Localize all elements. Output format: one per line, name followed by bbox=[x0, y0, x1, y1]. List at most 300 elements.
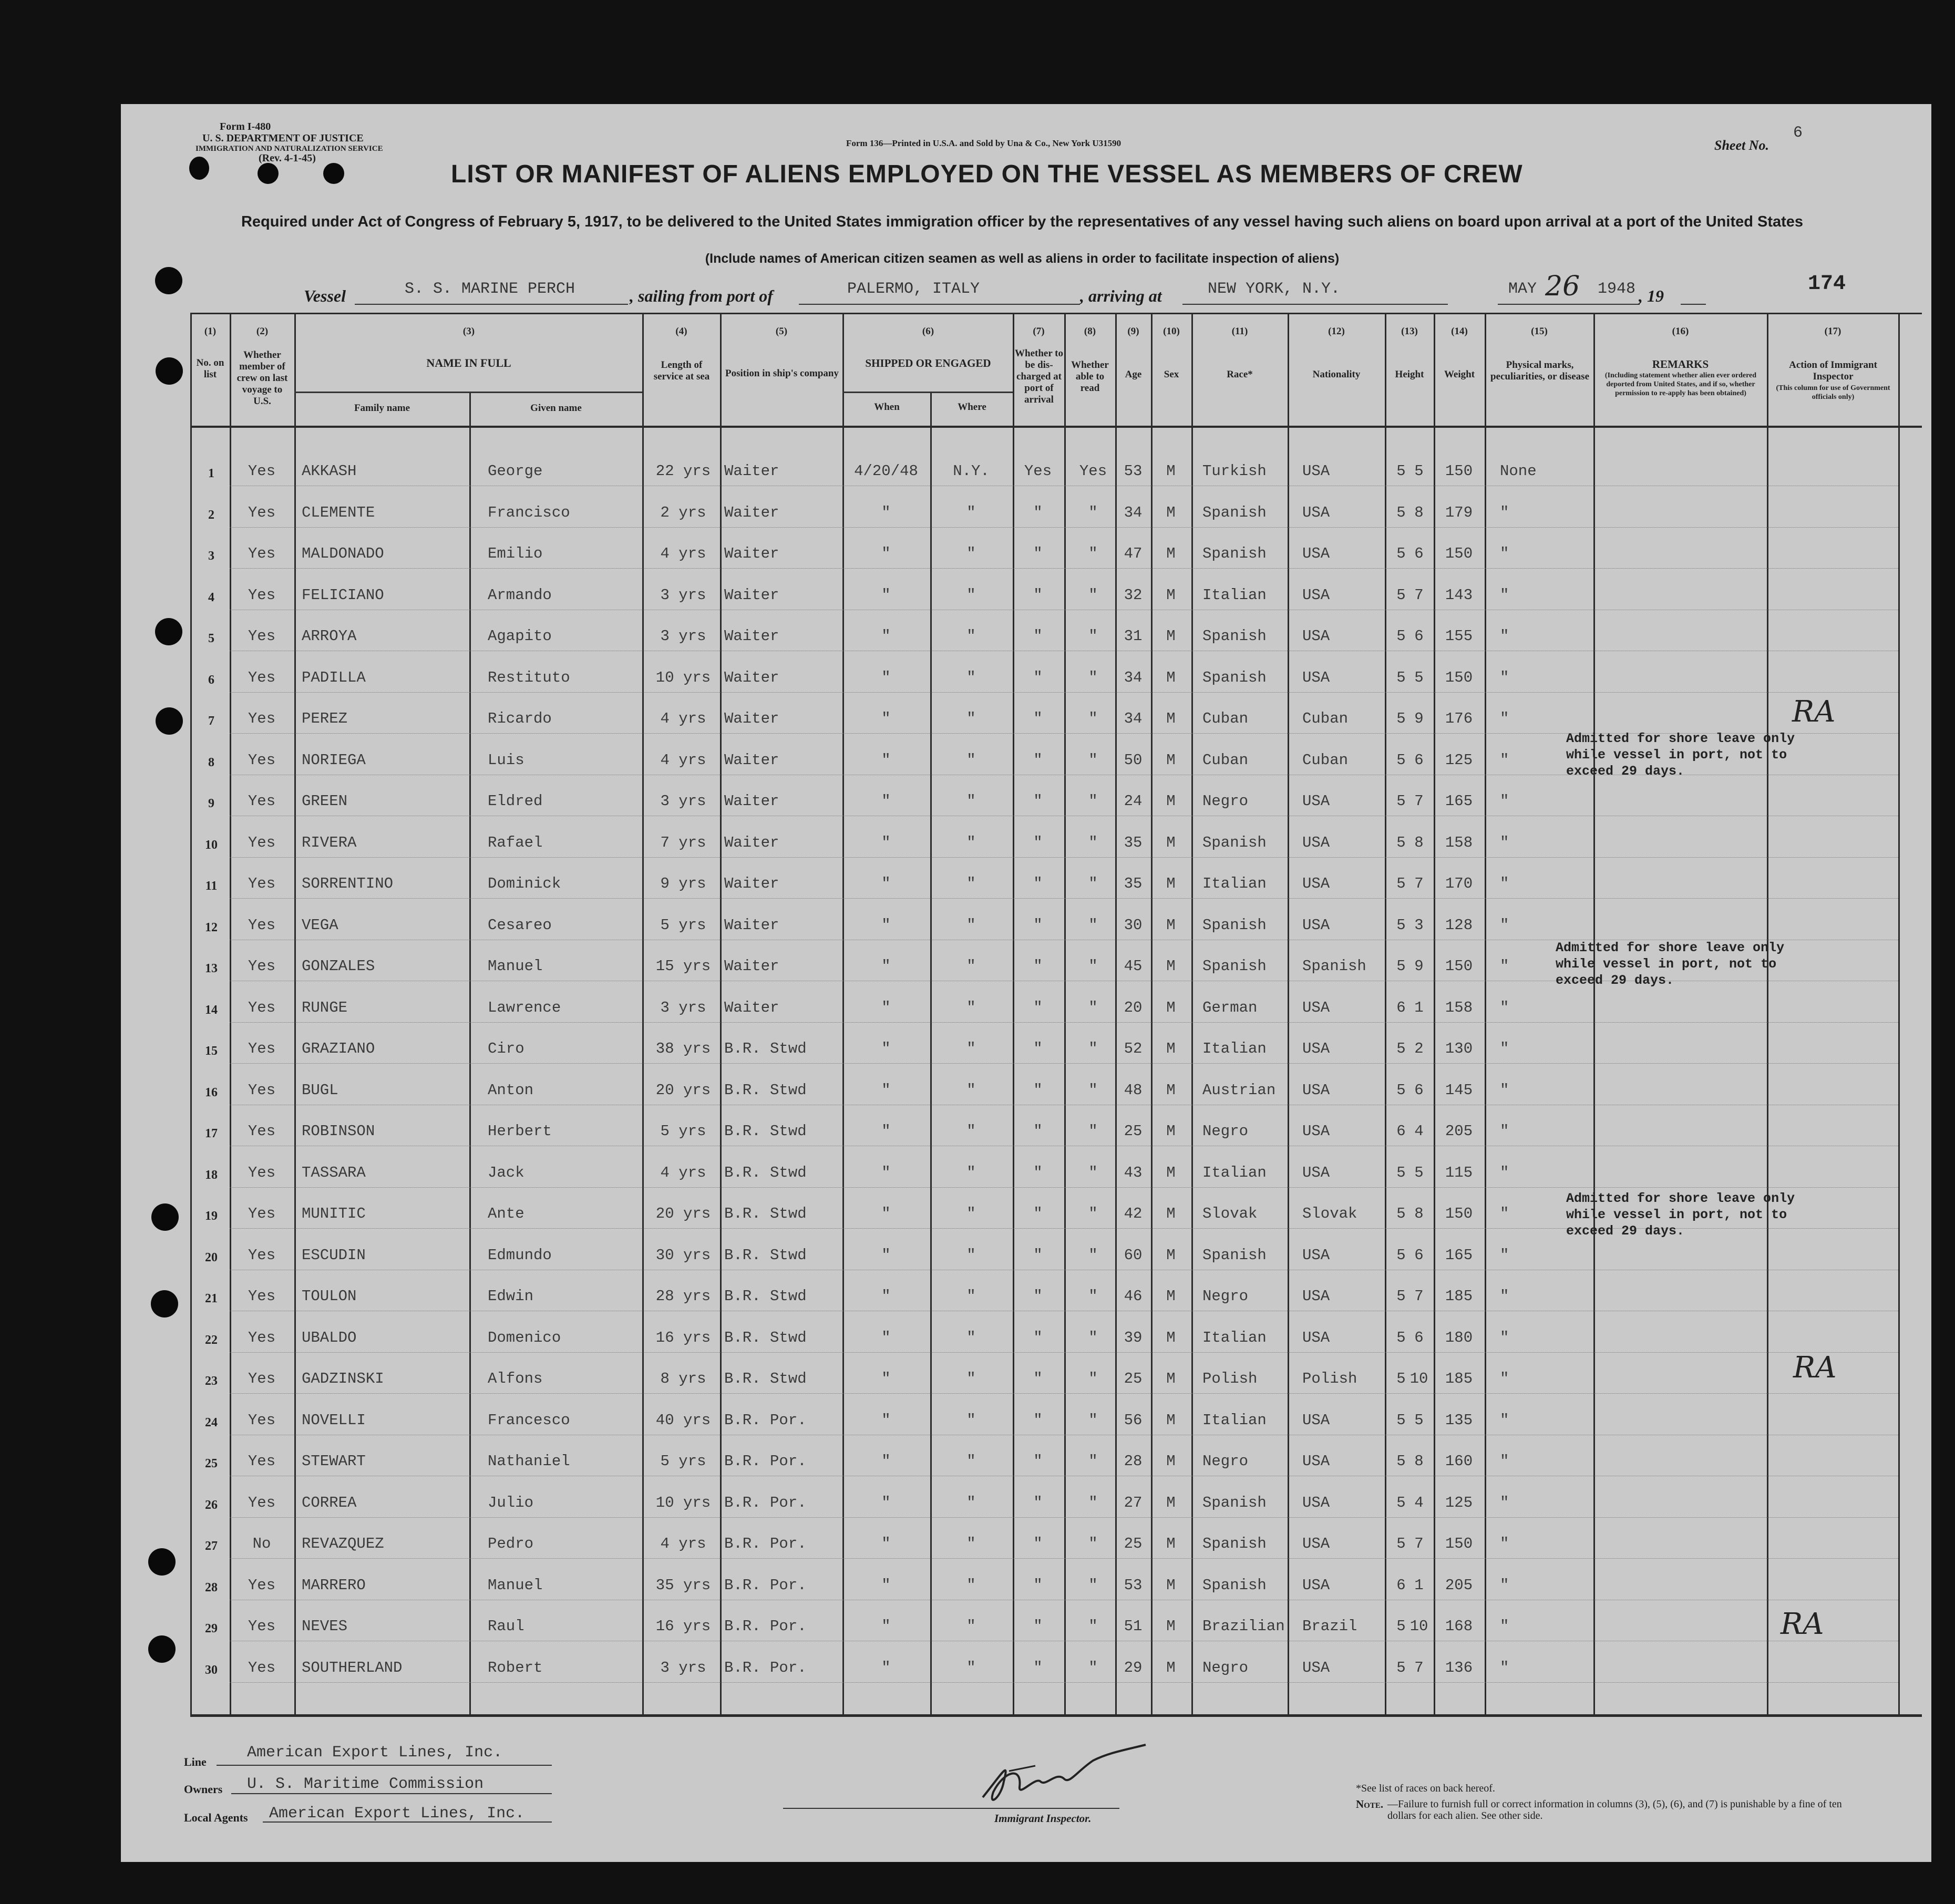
height-feet-cell: 6 bbox=[1396, 1577, 1406, 1594]
row-number-cell: 21 bbox=[205, 1292, 218, 1305]
sex-cell: M bbox=[1166, 834, 1176, 851]
table-top-rule bbox=[190, 313, 1922, 314]
crew-last-voyage-cell: Yes bbox=[248, 1164, 276, 1181]
height-feet-cell: 5 bbox=[1396, 1329, 1406, 1346]
discharged-cell: " bbox=[1033, 1535, 1043, 1552]
discharged-cell: " bbox=[1033, 545, 1043, 562]
weight-cell: 150 bbox=[1445, 958, 1473, 975]
col17-num: (17) bbox=[1824, 326, 1841, 337]
sex-cell: M bbox=[1166, 1494, 1176, 1511]
given-name-cell: Edmundo bbox=[488, 1247, 552, 1264]
family-name-cell: NORIEGA bbox=[302, 752, 366, 769]
row-number-cell: 18 bbox=[205, 1168, 218, 1182]
shipped-where-cell: " bbox=[966, 1618, 976, 1635]
weight-cell: 158 bbox=[1445, 834, 1473, 851]
service-length-cell: 3 yrs bbox=[660, 1659, 706, 1676]
able-to-read-cell: " bbox=[1088, 1453, 1098, 1470]
line-label: Line bbox=[184, 1755, 207, 1768]
remark-row-7: Admitted for shore leave only while vessel in port, not to exceed 29 days. bbox=[1566, 731, 1795, 779]
printer-line: Form 136—Printed in U.S.A. and Sold by Una & Co., New York U31590 bbox=[846, 138, 1121, 148]
col-rule bbox=[1767, 313, 1768, 1716]
position-cell: B.R. Por. bbox=[724, 1412, 807, 1429]
sex-cell: M bbox=[1166, 545, 1176, 562]
col12-num: (12) bbox=[1328, 326, 1345, 337]
age-cell: 53 bbox=[1124, 462, 1143, 480]
col10-header: Sex bbox=[1164, 369, 1179, 380]
race-cell: Negro bbox=[1202, 1288, 1249, 1305]
owners-underline bbox=[231, 1793, 552, 1794]
family-name-cell: GADZINSKI bbox=[302, 1370, 384, 1387]
height-inches-cell: 3 bbox=[1414, 917, 1424, 934]
height-feet-cell: 6 bbox=[1396, 1123, 1406, 1140]
service-length-cell: 35 yrs bbox=[655, 1577, 711, 1594]
height-inches-cell: 5 bbox=[1414, 462, 1424, 480]
height-feet-cell: 5 bbox=[1396, 504, 1406, 521]
punch-hole bbox=[156, 357, 183, 385]
punch-hole bbox=[148, 1635, 176, 1663]
given-name-cell: Armando bbox=[488, 586, 552, 604]
discharged-cell: " bbox=[1033, 710, 1043, 727]
height-inches-cell: 6 bbox=[1414, 1247, 1424, 1264]
shipped-when-cell: " bbox=[881, 1082, 891, 1099]
able-to-read-cell: " bbox=[1088, 1494, 1098, 1511]
row-number-cell: 29 bbox=[205, 1622, 218, 1635]
sailing-label: , sailing from port of bbox=[630, 286, 773, 305]
nationality-cell: USA bbox=[1302, 627, 1330, 645]
family-name-header: Family name bbox=[354, 403, 410, 414]
age-cell: 30 bbox=[1124, 917, 1143, 934]
races-footnote: *See list of races on back hereof. bbox=[1356, 1783, 1495, 1794]
physical-marks-cell: " bbox=[1500, 1659, 1509, 1676]
position-cell: Waiter bbox=[724, 545, 779, 562]
age-cell: 29 bbox=[1124, 1659, 1143, 1676]
race-cell: Italian bbox=[1202, 1164, 1267, 1181]
port-to-underline bbox=[1182, 304, 1448, 305]
shipped-when-cell: 4/20/48 bbox=[854, 462, 918, 480]
col-rule bbox=[1013, 313, 1014, 1716]
service-length-cell: 28 yrs bbox=[655, 1288, 711, 1305]
col7-header: Whether to be dis-charged at port of arrival bbox=[1015, 348, 1063, 405]
physical-marks-cell: " bbox=[1500, 1370, 1509, 1387]
given-name-cell: Dominick bbox=[488, 875, 561, 892]
family-name-cell: SOUTHERLAND bbox=[302, 1659, 403, 1676]
col-rule bbox=[720, 313, 722, 1716]
family-name-cell: UBALDO bbox=[302, 1329, 357, 1346]
height-feet-cell: 5 bbox=[1396, 1535, 1406, 1552]
line-underline bbox=[217, 1765, 552, 1766]
sex-cell: M bbox=[1166, 999, 1176, 1016]
weight-cell: 115 bbox=[1445, 1164, 1473, 1181]
col-rule bbox=[1064, 313, 1066, 1716]
nationality-cell: USA bbox=[1302, 1040, 1330, 1057]
given-name-cell: Eldred bbox=[488, 793, 543, 810]
row-number-cell: 26 bbox=[205, 1498, 218, 1512]
col-rule bbox=[469, 392, 471, 1714]
family-name-cell: GRAZIANO bbox=[302, 1040, 375, 1057]
height-feet-cell: 5 bbox=[1396, 462, 1406, 480]
shipped-where-cell: N.Y. bbox=[953, 462, 990, 480]
discharged-cell: " bbox=[1033, 875, 1043, 892]
physical-marks-cell: " bbox=[1500, 586, 1509, 604]
position-cell: B.R. Stwd bbox=[724, 1123, 807, 1140]
physical-marks-cell: " bbox=[1500, 1040, 1509, 1057]
col16-subheader: (Including statement whether alien ever ordered deported from United States, and if so, whether permission to re-apply has been obtained) bbox=[1604, 372, 1757, 397]
age-cell: 32 bbox=[1124, 586, 1143, 604]
age-cell: 25 bbox=[1124, 1123, 1143, 1140]
age-cell: 34 bbox=[1124, 710, 1143, 727]
height-inches-cell: 6 bbox=[1414, 545, 1424, 562]
given-name-cell: Julio bbox=[488, 1494, 534, 1511]
weight-cell: 128 bbox=[1445, 917, 1473, 934]
inspector-label: Immigrant Inspector. bbox=[994, 1812, 1092, 1825]
col16-num: (16) bbox=[1672, 326, 1689, 337]
physical-marks-cell: " bbox=[1500, 875, 1509, 892]
shipped-where-cell: " bbox=[966, 752, 976, 769]
row-rule bbox=[230, 1558, 1898, 1559]
able-to-read-cell: " bbox=[1088, 1205, 1098, 1222]
given-name-cell: Edwin bbox=[488, 1288, 534, 1305]
crew-last-voyage-cell: Yes bbox=[248, 627, 276, 645]
shipped-where-cell: " bbox=[966, 1288, 976, 1305]
col11-num: (11) bbox=[1231, 326, 1248, 337]
stamp-number: 174 bbox=[1808, 272, 1846, 296]
col2-header: Whether member of crew on last voyage to U.S. bbox=[236, 349, 288, 407]
shipped-where-cell: " bbox=[966, 999, 976, 1016]
row-rule bbox=[230, 1187, 1898, 1188]
able-to-read-cell: " bbox=[1088, 1288, 1098, 1305]
race-cell: Brazilian bbox=[1202, 1618, 1285, 1635]
name-subheader-rule bbox=[294, 392, 642, 393]
able-to-read-cell: " bbox=[1088, 834, 1098, 851]
able-to-read-cell: " bbox=[1088, 1247, 1098, 1264]
discharged-cell: " bbox=[1033, 793, 1043, 810]
height-feet-cell: 5 bbox=[1396, 1618, 1406, 1635]
col13-num: (13) bbox=[1401, 326, 1418, 337]
able-to-read-cell: " bbox=[1088, 1164, 1098, 1181]
nationality-cell: Spanish bbox=[1302, 958, 1366, 975]
row-number-cell: 3 bbox=[208, 549, 214, 563]
punch-hole bbox=[155, 618, 182, 645]
shipped-where-cell: " bbox=[966, 1412, 976, 1429]
discharged-cell: " bbox=[1033, 1370, 1043, 1387]
crew-last-voyage-cell: Yes bbox=[248, 999, 276, 1016]
shipped-where-cell: " bbox=[966, 834, 976, 851]
weight-cell: 158 bbox=[1445, 999, 1473, 1016]
physical-marks-cell: " bbox=[1500, 958, 1509, 975]
physical-marks-cell: " bbox=[1500, 1535, 1509, 1552]
row-rule bbox=[230, 898, 1898, 899]
weight-cell: 150 bbox=[1445, 545, 1473, 562]
family-name-cell: CORREA bbox=[302, 1494, 357, 1511]
col17-subheader: (This column for use of Government officials only) bbox=[1776, 384, 1890, 401]
arrival-month: MAY bbox=[1508, 280, 1537, 298]
nationality-cell: USA bbox=[1302, 586, 1330, 604]
col14-num: (14) bbox=[1451, 326, 1468, 337]
able-to-read-cell: " bbox=[1088, 669, 1098, 686]
shipped-where-cell: " bbox=[966, 1453, 976, 1470]
service-length-cell: 3 yrs bbox=[660, 627, 706, 645]
col-rule bbox=[842, 313, 844, 1716]
col16-header: REMARKS bbox=[1652, 358, 1709, 370]
able-to-read-cell: " bbox=[1088, 504, 1098, 521]
col-rule bbox=[1115, 313, 1117, 1716]
nationality-cell: USA bbox=[1302, 875, 1330, 892]
sex-cell: M bbox=[1166, 958, 1176, 975]
shipped-when-cell: " bbox=[881, 504, 891, 521]
service-length-cell: 4 yrs bbox=[660, 710, 706, 727]
col10-num: (10) bbox=[1163, 326, 1180, 337]
col8-header: Whether able to read bbox=[1071, 359, 1109, 394]
race-cell: Spanish bbox=[1202, 1535, 1267, 1552]
discharged-cell: " bbox=[1033, 1205, 1043, 1222]
discharged-cell: " bbox=[1033, 917, 1043, 934]
shipped-when-cell: " bbox=[881, 1618, 891, 1635]
weight-cell: 185 bbox=[1445, 1288, 1473, 1305]
age-cell: 47 bbox=[1124, 545, 1143, 562]
arrival-year: 1948 bbox=[1598, 280, 1636, 298]
nationality-cell: USA bbox=[1302, 669, 1330, 686]
height-inches-cell: 9 bbox=[1414, 710, 1424, 727]
weight-cell: 179 bbox=[1445, 504, 1473, 521]
row-number-cell: 4 bbox=[208, 591, 214, 604]
family-name-cell: RIVERA bbox=[302, 834, 357, 851]
given-name-cell: Ciro bbox=[488, 1040, 524, 1057]
weight-cell: 205 bbox=[1445, 1123, 1473, 1140]
able-to-read-cell: " bbox=[1088, 710, 1098, 727]
height-inches-cell: 1 bbox=[1414, 999, 1424, 1016]
position-cell: B.R. Stwd bbox=[724, 1082, 807, 1099]
nationality-cell: Polish bbox=[1302, 1370, 1357, 1387]
vessel-name: S. S. MARINE PERCH bbox=[405, 280, 575, 298]
col14-header: Weight bbox=[1444, 369, 1475, 380]
family-name-cell: SORRENTINO bbox=[302, 875, 394, 892]
age-cell: 35 bbox=[1124, 875, 1143, 892]
discharged-cell: " bbox=[1033, 1659, 1043, 1676]
given-name-cell: Manuel bbox=[488, 958, 543, 975]
position-cell: B.R. Stwd bbox=[724, 1040, 807, 1057]
able-to-read-cell: " bbox=[1088, 627, 1098, 645]
punch-hole bbox=[155, 267, 182, 294]
sex-cell: M bbox=[1166, 1329, 1176, 1346]
given-name-cell: Manuel bbox=[488, 1577, 543, 1594]
physical-marks-cell: " bbox=[1500, 1082, 1509, 1099]
row-number-cell: 8 bbox=[208, 756, 214, 769]
discharged-cell: Yes bbox=[1024, 462, 1052, 480]
shipped-where-cell: " bbox=[966, 545, 976, 562]
family-name-cell: MARRERO bbox=[302, 1577, 366, 1594]
shipped-when-cell: " bbox=[881, 1040, 891, 1057]
height-feet-cell: 5 bbox=[1396, 627, 1406, 645]
shipped-when-cell: " bbox=[881, 917, 891, 934]
able-to-read-cell: " bbox=[1088, 1082, 1098, 1099]
col-rule bbox=[930, 392, 932, 1714]
arrival-day: 26 bbox=[1545, 271, 1580, 302]
sheet-label: Sheet No. bbox=[1714, 138, 1769, 153]
service-length-cell: 3 yrs bbox=[660, 999, 706, 1016]
discharged-cell: " bbox=[1033, 834, 1043, 851]
race-cell: Spanish bbox=[1202, 958, 1267, 975]
position-cell: B.R. Stwd bbox=[724, 1247, 807, 1264]
able-to-read-cell: " bbox=[1088, 1659, 1098, 1676]
row-number-cell: 14 bbox=[205, 1003, 218, 1017]
able-to-read-cell: " bbox=[1088, 1123, 1098, 1140]
row-number-cell: 25 bbox=[205, 1457, 218, 1470]
physical-marks-cell: " bbox=[1500, 710, 1509, 727]
department-name: U. S. DEPARTMENT OF JUSTICE bbox=[202, 132, 364, 144]
family-name-cell: GONZALES bbox=[302, 958, 375, 975]
col17-header: Action of Immigrant Inspector bbox=[1789, 359, 1877, 382]
position-cell: Waiter bbox=[724, 627, 779, 645]
height-feet-cell: 6 bbox=[1396, 999, 1406, 1016]
shipped-where-cell: " bbox=[966, 504, 976, 521]
given-name-cell: Emilio bbox=[488, 545, 543, 562]
physical-marks-cell: " bbox=[1500, 545, 1509, 562]
height-feet-cell: 5 bbox=[1396, 752, 1406, 769]
height-inches-cell: 10 bbox=[1409, 1618, 1428, 1635]
nationality-cell: USA bbox=[1302, 917, 1330, 934]
shipped-when-cell: " bbox=[881, 1453, 891, 1470]
physical-marks-cell: " bbox=[1500, 793, 1509, 810]
row-number-cell: 28 bbox=[205, 1581, 218, 1594]
age-cell: 50 bbox=[1124, 752, 1143, 769]
service-length-cell: 4 yrs bbox=[660, 545, 706, 562]
height-inches-cell: 6 bbox=[1414, 752, 1424, 769]
sex-cell: M bbox=[1166, 627, 1176, 645]
crew-last-voyage-cell: Yes bbox=[248, 917, 276, 934]
inspector-signature bbox=[972, 1740, 1161, 1818]
able-to-read-cell: " bbox=[1088, 752, 1098, 769]
age-cell: 31 bbox=[1124, 627, 1143, 645]
nationality-cell: Slovak bbox=[1302, 1205, 1357, 1222]
note-text: —Failure to furnish full or correct information in columns (3), (5), (6), and (7) is punishable by a fine of ten dollars for each alien. See other side. bbox=[1387, 1798, 1842, 1821]
weight-cell: 130 bbox=[1445, 1040, 1473, 1057]
given-name-cell: Ricardo bbox=[488, 710, 552, 727]
race-cell: Spanish bbox=[1202, 1577, 1267, 1594]
position-cell: B.R. Por. bbox=[724, 1494, 807, 1511]
service-length-cell: 5 yrs bbox=[660, 917, 706, 934]
age-cell: 39 bbox=[1124, 1329, 1143, 1346]
position-cell: Waiter bbox=[724, 586, 779, 604]
vessel-label: Vessel bbox=[304, 286, 346, 305]
weight-cell: 170 bbox=[1445, 875, 1473, 892]
physical-marks-cell: " bbox=[1500, 999, 1509, 1016]
position-cell: Waiter bbox=[724, 752, 779, 769]
form-revision: (Rev. 4-1-45) bbox=[259, 152, 316, 164]
weight-cell: 125 bbox=[1445, 752, 1473, 769]
inspector-mark-row-7: RA bbox=[1792, 695, 1836, 729]
given-name-cell: Luis bbox=[488, 752, 524, 769]
height-feet-cell: 5 bbox=[1396, 958, 1406, 975]
crew-last-voyage-cell: Yes bbox=[248, 1205, 276, 1222]
inspector-mark-row-23: RA bbox=[1793, 1351, 1837, 1385]
able-to-read-cell: " bbox=[1088, 1370, 1098, 1387]
discharged-cell: " bbox=[1033, 1453, 1043, 1470]
race-cell: Turkish bbox=[1202, 462, 1267, 480]
physical-marks-cell: " bbox=[1500, 1123, 1509, 1140]
race-cell: Spanish bbox=[1202, 545, 1267, 562]
discharged-cell: " bbox=[1033, 1164, 1043, 1181]
owners-label: Owners bbox=[184, 1783, 223, 1796]
shipped-when-cell: " bbox=[881, 710, 891, 727]
able-to-read-cell: " bbox=[1088, 1329, 1098, 1346]
discharged-cell: " bbox=[1033, 1412, 1043, 1429]
race-cell: Spanish bbox=[1202, 504, 1267, 521]
family-name-cell: FELICIANO bbox=[302, 586, 384, 604]
height-inches-cell: 6 bbox=[1414, 1082, 1424, 1099]
col1-header: No. on list bbox=[196, 357, 224, 380]
discharged-cell: " bbox=[1033, 669, 1043, 686]
shipped-when-cell: " bbox=[881, 834, 891, 851]
family-name-cell: ARROYA bbox=[302, 627, 357, 645]
weight-cell: 150 bbox=[1445, 1205, 1473, 1222]
discharged-cell: " bbox=[1033, 752, 1043, 769]
height-inches-cell: 8 bbox=[1414, 1205, 1424, 1222]
position-cell: Waiter bbox=[724, 999, 779, 1016]
discharged-cell: " bbox=[1033, 586, 1043, 604]
age-cell: 24 bbox=[1124, 793, 1143, 810]
sex-cell: M bbox=[1166, 917, 1176, 934]
position-cell: B.R. Stwd bbox=[724, 1205, 807, 1222]
shipped-when-cell: " bbox=[881, 1288, 891, 1305]
position-cell: B.R. Stwd bbox=[724, 1288, 807, 1305]
col13-header: Height bbox=[1395, 369, 1424, 380]
punch-hole bbox=[156, 707, 183, 735]
col6-header: SHIPPED OR ENGAGED bbox=[865, 357, 991, 369]
col6-num: (6) bbox=[922, 326, 934, 337]
weight-cell: 185 bbox=[1445, 1370, 1473, 1387]
shipped-where-cell: " bbox=[966, 1040, 976, 1057]
height-feet-cell: 5 bbox=[1396, 1205, 1406, 1222]
service-length-cell: 3 yrs bbox=[660, 586, 706, 604]
col-rule bbox=[1385, 313, 1386, 1716]
col-rule bbox=[190, 313, 192, 1716]
height-inches-cell: 8 bbox=[1414, 504, 1424, 521]
age-cell: 20 bbox=[1124, 999, 1143, 1016]
sex-cell: M bbox=[1166, 752, 1176, 769]
family-name-cell: NEVES bbox=[302, 1618, 348, 1635]
position-cell: B.R. Por. bbox=[724, 1618, 807, 1635]
physical-marks-cell: " bbox=[1500, 1329, 1509, 1346]
given-name-cell: Cesareo bbox=[488, 917, 552, 934]
row-number-cell: 30 bbox=[205, 1663, 218, 1677]
service-length-cell: 4 yrs bbox=[660, 1535, 706, 1552]
physical-marks-cell: " bbox=[1500, 1618, 1509, 1635]
race-cell: Italian bbox=[1202, 1329, 1267, 1346]
service-length-cell: 9 yrs bbox=[660, 875, 706, 892]
row-number-cell: 20 bbox=[205, 1251, 218, 1264]
family-name-cell: CLEMENTE bbox=[302, 504, 375, 521]
height-feet-cell: 5 bbox=[1396, 793, 1406, 810]
nationality-cell: USA bbox=[1302, 1494, 1330, 1511]
row-number-cell: 12 bbox=[205, 921, 218, 934]
height-inches-cell: 6 bbox=[1414, 627, 1424, 645]
given-name-cell: Francisco bbox=[488, 504, 570, 521]
row-number-cell: 27 bbox=[205, 1539, 218, 1553]
able-to-read-cell: Yes bbox=[1079, 462, 1107, 480]
race-cell: Spanish bbox=[1202, 917, 1267, 934]
given-name-cell: Herbert bbox=[488, 1123, 552, 1140]
col-rule bbox=[294, 313, 296, 1716]
col9-num: (9) bbox=[1127, 326, 1139, 337]
shipped-where-cell: " bbox=[966, 710, 976, 727]
row-number-cell: 7 bbox=[208, 714, 214, 728]
race-cell: Spanish bbox=[1202, 669, 1267, 686]
remark-row-12: Admitted for shore leave only while vessel in port, not to exceed 29 days. bbox=[1556, 940, 1785, 988]
discharged-cell: " bbox=[1033, 1247, 1043, 1264]
age-cell: 45 bbox=[1124, 958, 1143, 975]
race-cell: Negro bbox=[1202, 793, 1249, 810]
nationality-cell: USA bbox=[1302, 1288, 1330, 1305]
